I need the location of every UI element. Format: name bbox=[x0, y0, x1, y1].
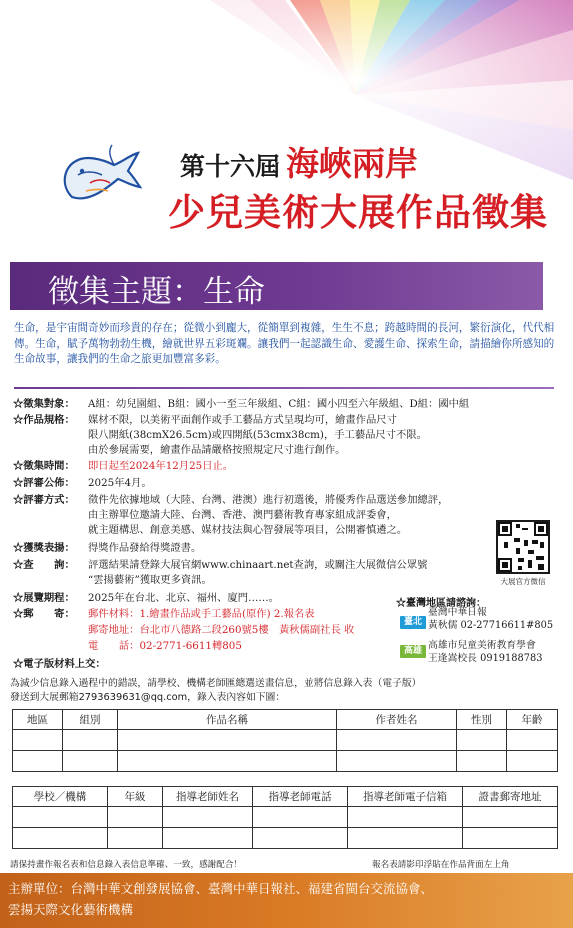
intro-text: 生命，是宇宙間奇妙而珍貴的存在；從微小到龐大，從簡單到複雜，生生不息；跨越時間的長河，繁衍演化，代代相傳。生命，賦予萬物勃勃生機，繪就世界五彩斑斕。讓我們一起認識生命、愛護生命、探索生命，請描繪你所感知的生命故事，讓我們的生命之旅更加豐富多彩。 bbox=[14, 322, 555, 365]
th-artwork: 作品名稱 bbox=[118, 710, 337, 730]
spec-label: ☆電子版材料上交： bbox=[13, 658, 106, 670]
spec-format bbox=[13, 413, 397, 428]
table-row bbox=[13, 828, 558, 849]
spec-value: 得獎作品發給得獎證書。 bbox=[88, 542, 202, 554]
note-line1: 為減少信息錄入過程中的錯誤，請學校、機構老師匯總選送畫信息，並將信息錄入表（電子版） bbox=[10, 678, 422, 689]
spec-target bbox=[13, 397, 469, 412]
spec-label: ☆郵 寄： bbox=[13, 608, 75, 620]
entry-table-2 bbox=[12, 786, 558, 849]
note-line2: 發送到大展郵箱2793639631@qq.com，錄入表內容如下圖： bbox=[10, 692, 286, 703]
organizers-band bbox=[0, 873, 573, 928]
north-contact: 黃秋儒 02-27716611#805 bbox=[428, 620, 554, 631]
th-school: 學校／機構 bbox=[13, 787, 108, 807]
qr-code[interactable] bbox=[496, 520, 550, 574]
th-teacher-name: 指導老師姓名 bbox=[163, 787, 253, 807]
qr-caption: 大展官方微信 bbox=[500, 577, 546, 586]
entry-table-1 bbox=[12, 709, 558, 772]
th-gender: 性別 bbox=[457, 710, 507, 730]
spec-query bbox=[13, 558, 427, 573]
th-teacher-email: 指導老師電子信箱 bbox=[348, 787, 463, 807]
theme-label: 徵集主題：生命 bbox=[48, 274, 265, 310]
title-strait: 海峽兩岸 bbox=[286, 144, 419, 183]
spec-label: ☆評審方式： bbox=[13, 494, 75, 506]
spec-label: ☆徵集對象： bbox=[13, 398, 75, 410]
spec-label: ☆獲獎表揚： bbox=[13, 542, 75, 554]
spec-value: 徵件先依據地域（大陸、台灣、港澳）進行初選後，將優秀作品選送參加總評， bbox=[88, 494, 449, 506]
region-tag-north: 臺北 bbox=[400, 616, 426, 629]
th-certificate-address: 證書郵寄地址 bbox=[463, 787, 558, 807]
fish-logo bbox=[30, 105, 160, 235]
region-tag-south: 高雄 bbox=[400, 645, 426, 658]
qr-code-icon bbox=[498, 522, 548, 572]
table-row bbox=[13, 807, 558, 828]
spec-award bbox=[13, 541, 201, 556]
spec-format-line2: 限八開紙(38cmX26.5cm)或四開紙(53cmx38cm)，手工藝品尺寸不限。 bbox=[88, 429, 427, 441]
spec-value: 媒材不限，以美術平面創作或手工藝品方式呈現均可，繪畫作品尺寸 bbox=[88, 414, 397, 426]
spec-value: A組：幼兒園組、B組：國小一至三年級組、C組：國小四至六年級組、D組：國中組 bbox=[88, 398, 470, 410]
spec-announce bbox=[13, 476, 152, 491]
spec-value: 郵件材料：1.繪畫作品或手工藝品(原作) 2.報名表 bbox=[88, 608, 315, 620]
theme-band bbox=[10, 262, 543, 310]
spec-value: 2025年4月。 bbox=[88, 477, 152, 489]
south-org: 高雄市兒童美術教育學會 bbox=[428, 640, 536, 651]
spec-mail bbox=[13, 607, 315, 622]
spec-review-line2: 由主辦單位邀請大陸、台灣、香港、澳門藝術教育專家組成評委會， bbox=[88, 509, 397, 521]
organizers-label: 主辦單位： bbox=[8, 881, 71, 896]
title-edition: 第十六屆 bbox=[180, 152, 281, 181]
spec-value: 2025年在台北、北京、福州、廈門……。 bbox=[88, 592, 279, 604]
spec-exhibit bbox=[13, 591, 279, 606]
header bbox=[0, 0, 573, 250]
th-teacher-phone: 指導老師電話 bbox=[253, 787, 348, 807]
spec-label: ☆作品規格： bbox=[13, 414, 75, 426]
spec-query-line2: “雲揚藝術”獲取更多資訊。 bbox=[88, 574, 212, 586]
spec-label: ☆評審公佈： bbox=[13, 477, 75, 489]
th-grade: 年級 bbox=[108, 787, 163, 807]
spec-mail-line2: 郵寄地址：台北市八德路二段260號5樓 黃秋儒副社長 收 bbox=[88, 624, 355, 636]
th-author: 作者姓名 bbox=[337, 710, 457, 730]
spec-label: ☆徵集時間： bbox=[13, 460, 75, 472]
spec-label: ☆展覽期程： bbox=[13, 592, 75, 604]
table-row bbox=[13, 751, 558, 772]
title-main: 少兒美術大展作品徵集 bbox=[168, 190, 548, 234]
north-org: 臺灣中華日報 bbox=[428, 607, 487, 618]
spec-label: ☆查 詢： bbox=[13, 559, 75, 571]
south-contact: 王逢嵩校長 0919188783 bbox=[428, 653, 543, 664]
spec-review bbox=[13, 493, 448, 508]
spec-value: 即日起至2024年12月25日止。 bbox=[88, 460, 234, 472]
spec-value: 評選結果請登錄大展官網www.chinaart.net查詢，或關注大展微信公眾號 bbox=[88, 559, 428, 571]
title-line1 bbox=[180, 138, 418, 185]
spec-format-line3: 由於參展需要，繪畫作品請嚴格按照規定尺寸進行創作。 bbox=[88, 444, 346, 456]
table-header-row bbox=[13, 710, 558, 730]
organizers-line2: 雲揚天際文化藝術機構 bbox=[8, 902, 134, 917]
table-header-row bbox=[13, 787, 558, 807]
spec-time bbox=[13, 459, 233, 474]
th-group: 組別 bbox=[63, 710, 118, 730]
spec-upload bbox=[13, 657, 106, 672]
spec-mail-line3: 電 話：02-2771-6611轉805 bbox=[88, 640, 242, 652]
th-region: 地區 bbox=[13, 710, 63, 730]
organizers-text bbox=[8, 878, 568, 920]
taiwan-contact-title: ☆臺灣地區請諮詢： bbox=[396, 598, 486, 609]
footnote-left: 請保持畫作報名表和信息錄入表信息準確、一致，感謝配合！ bbox=[10, 860, 243, 870]
organizers-line1: 台灣中華文創發展協會、臺灣中華日報社、福建省閩台交流協會、 bbox=[70, 881, 434, 896]
divider bbox=[14, 387, 554, 389]
fish-logo-icon bbox=[30, 105, 160, 235]
spec-review-line3: 就主題構思、創意美感、媒材技法與心智發展等項目，公開審慎遴之。 bbox=[88, 524, 408, 536]
table-row bbox=[13, 730, 558, 751]
th-age: 年齡 bbox=[507, 710, 558, 730]
footnote-right: 報名表請影印浮貼在作品背面左上角 bbox=[372, 860, 510, 870]
